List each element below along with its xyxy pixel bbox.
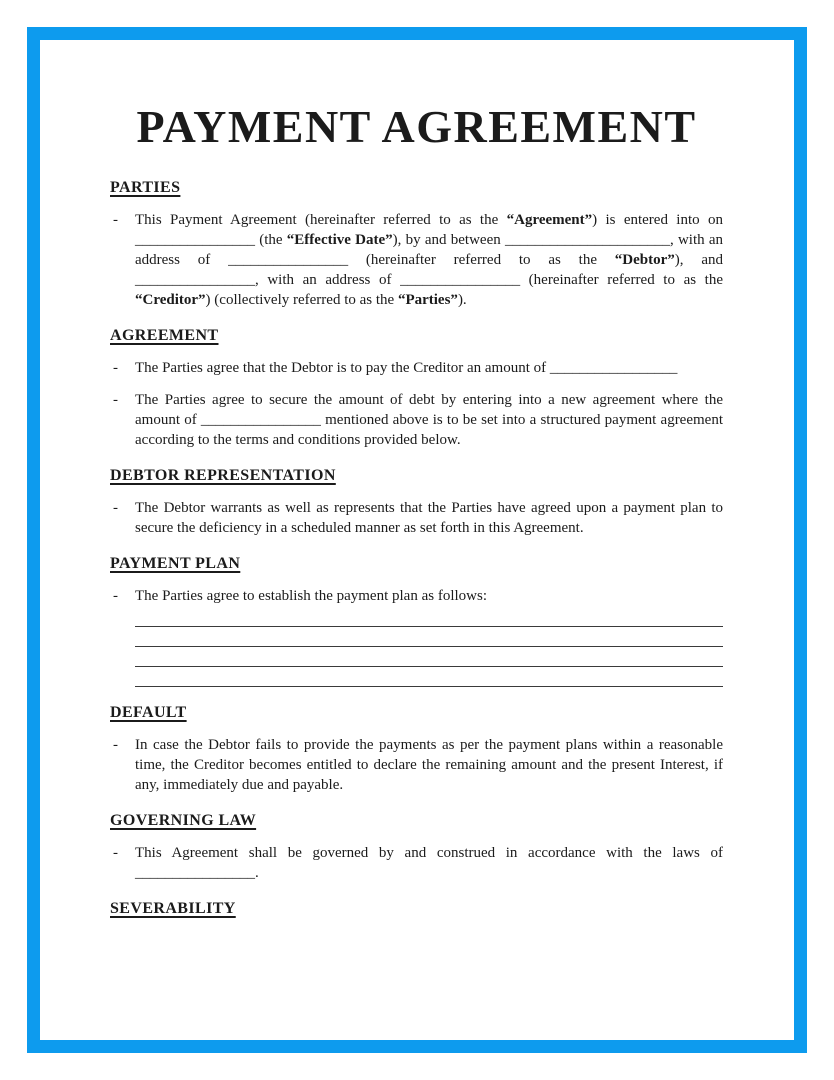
- section-heading-severability: SEVERABILITY: [110, 900, 236, 917]
- bullet-item: [110, 586, 723, 606]
- bullet-item: [110, 358, 723, 378]
- section-default: [110, 703, 723, 795]
- bullet-dash: -: [113, 737, 118, 753]
- document-content: [40, 100, 794, 919]
- bullet-item: [110, 498, 723, 538]
- section-heading-parties: PARTIES: [110, 179, 181, 196]
- section-agreement: [110, 326, 723, 450]
- section-heading-default: DEFAULT: [110, 704, 187, 721]
- section-governing-law: [110, 811, 723, 883]
- bullet-dash: -: [113, 588, 118, 604]
- blank-line: [135, 667, 723, 687]
- bullet-item: [110, 735, 723, 795]
- bullet-text: The Parties agree to establish the payment plan as follows:: [135, 588, 487, 604]
- section-heading-payment-plan: PAYMENT PLAN: [110, 555, 241, 572]
- bullet-item: [110, 843, 723, 883]
- bullet-text: The Parties agree that the Debtor is to pay the Creditor an amount of _________________: [135, 360, 678, 376]
- section-heading-agreement: AGREEMENT: [110, 327, 219, 344]
- bullet-text: The Parties agree to secure the amount of debt by entering into a new agreement where the amount of ________________ mentioned above is to be set into a structured payment agreement according to the terms and conditions provided below.: [135, 392, 723, 448]
- page-border-frame: [27, 27, 807, 1053]
- bullet-text: This Agreement shall be governed by and construed in accordance with the laws of ________________.: [135, 845, 723, 881]
- section-heading-governing-law: GOVERNING LAW: [110, 812, 257, 829]
- bullet-dash: -: [113, 212, 118, 228]
- bullet-item: [110, 390, 723, 450]
- bullet-text: In case the Debtor fails to provide the payments as per the payment plans within a reasonable time, the Creditor becomes entitled to declare the remaining amount and the present Interest, if any, immediately due and payable.: [135, 737, 723, 793]
- bullet-text: The Debtor warrants as well as represents that the Parties have agreed upon a payment plan to secure the deficiency in a scheduled manner as set forth in this Agreement.: [135, 500, 723, 536]
- bullet-item: [110, 210, 723, 310]
- bullet-dash: -: [113, 500, 118, 516]
- section-parties: [110, 178, 723, 310]
- section-payment-plan: [110, 554, 723, 687]
- blank-line: [135, 647, 723, 667]
- blank-line: [135, 627, 723, 647]
- bullet-dash: -: [113, 845, 118, 861]
- payment-plan-blank-lines: [135, 618, 723, 687]
- bullet-dash: -: [113, 392, 118, 408]
- blank-line: [135, 618, 723, 627]
- document-title: PAYMENT AGREEMENT: [136, 101, 697, 152]
- section-heading-debtor-representation: DEBTOR REPRESENTATION: [110, 467, 336, 484]
- bullet-text: This Payment Agreement (hereinafter referred to as the “Agreement”) is entered into on ________________ (the “Effective Date”), by and between ______________________, with an address of ________________ (hereinafter referred to as the “Debtor”), and ________________, with an address of ________________ (hereinafter referred to as the “Creditor”) (collectively referred to as the “Parties”).: [135, 212, 724, 308]
- section-severability: [110, 899, 723, 919]
- bullet-dash: -: [113, 360, 118, 376]
- section-debtor-representation: [110, 466, 723, 538]
